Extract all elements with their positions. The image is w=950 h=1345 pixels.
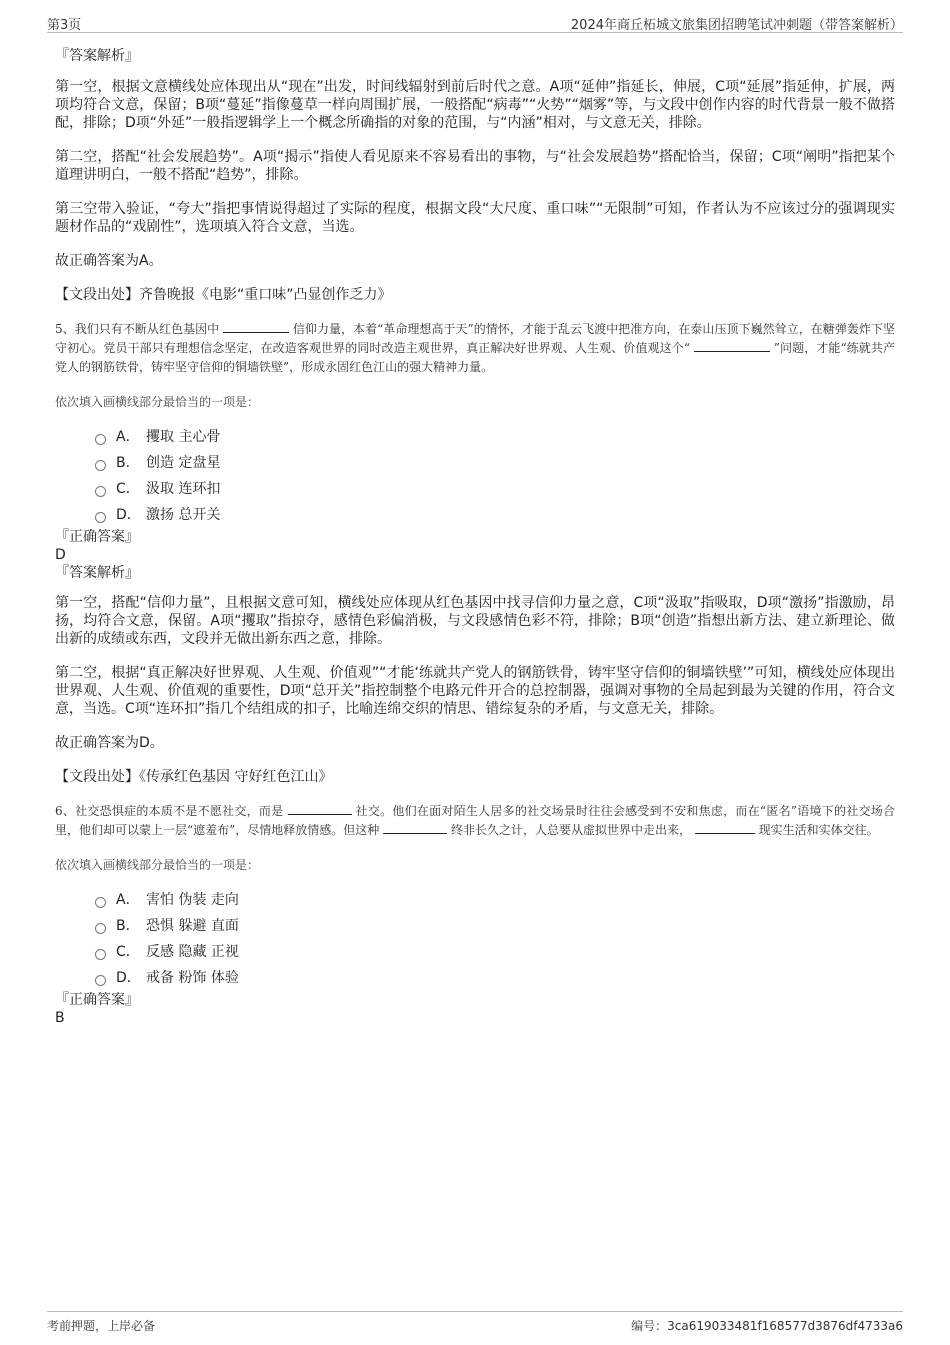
question-6-text-part: 社交。他们在面对陌生人居多的社交场景时往往会感受到不安和焦虑，而在“匿名”语境下的社交场合里，他们却可以蒙上一层“遮羞布”，尽情地释放情感。但这种 [55,804,895,837]
analysis-paragraph-2: 第二空，搭配“社会发展趋势”。A项“揭示”指使人看见原来不容易看出的事物，与“社会发展趋势”搭配恰当，保留；C项“阐明”指把某个道理讲明白，一般不搭配“趋势”，排除。 [55,149,895,183]
fill-blank [694,339,770,352]
option-letter: B． [116,455,140,471]
radio-icon[interactable] [95,949,106,960]
option-text: 反感 隐藏 正视 [146,944,239,960]
question-5-text [55,320,895,377]
answer-conclusion: 故正确答案为D。 [55,735,164,751]
option-b[interactable] [95,450,895,476]
source-citation: 【文段出处】齐鲁晚报《电影“重口味”凸显创作乏力》 [55,287,392,303]
fill-blank [223,320,289,333]
option-letter: A． [116,429,140,445]
answer-conclusion: 故正确答案为A。 [55,253,163,269]
correct-answer-label: 『正确答案』 [55,529,139,545]
document-body [55,46,895,1027]
option-text: 汲取 连环扣 [146,481,221,497]
option-text: 创造 定盘星 [146,455,221,471]
correct-answer: D [55,547,66,563]
option-d[interactable] [95,502,895,528]
option-text: 戒备 粉饰 体验 [146,970,239,986]
option-letter: D． [116,507,141,523]
radio-icon[interactable] [95,486,106,497]
correct-answer: B [55,1010,65,1026]
analysis-label: 『答案解析』 [55,565,139,581]
option-text: 害怕 伪装 走向 [146,892,239,908]
analysis-paragraph-3: 第三空带入验证，“夸大”指把事情说得超过了实际的程度，根据文段“大尺度、重口味”“无限制”可知，作者认为不应该过分的强调现实题材作品的“戏剧性”，选项填入符合文意，当选。 [55,201,895,235]
question-5-prompt: 依次填入画横线部分最恰当的一项是： [55,395,260,409]
document-code-label: 编号： [631,1319,668,1333]
option-letter: B． [116,918,140,934]
option-b[interactable] [95,913,895,939]
question-6-options [95,887,895,991]
question-6-prompt: 依次填入画横线部分最恰当的一项是： [55,858,260,872]
question-6-text-part: 6、社交恐惧症的本质不是不愿社交，而是 [55,804,284,818]
page-header [47,12,903,33]
footer-slogan: 考前押题，上岸必备 [47,1319,156,1333]
question-5-text-part: 5、我们只有不断从红色基因中 [55,322,220,336]
analysis-paragraph-1: 第一空，搭配“信仰力量”，且根据文意可知，横线处应体现从红色基因中找寻信仰力量之意，C项“汲取”指吸取，D项“激扬”指激励，昂扬，均符合文意，保留。A项“攫取”指掠夺，感情色彩偏消极，与文段感情色彩不符，排除；B项“创造”指想出新方法、建立新理论、做出新的成绩或东西，文段并无做出新东西之意，排除。 [55,595,895,647]
source-citation: 【文段出处】《传承红色基因 守好红色江山》 [55,769,333,785]
option-d[interactable] [95,965,895,991]
option-letter: D． [116,970,141,986]
document-code-value: 3ca619033481f168577d3876df4733a6 [667,1319,903,1333]
fill-blank [288,802,352,815]
radio-icon[interactable] [95,897,106,908]
option-text: 攫取 主心骨 [146,429,221,445]
option-c[interactable] [95,939,895,965]
radio-icon[interactable] [95,434,106,445]
question-5-options [95,424,895,528]
radio-icon[interactable] [95,460,106,471]
option-c[interactable] [95,476,895,502]
radio-icon[interactable] [95,923,106,934]
radio-icon[interactable] [95,975,106,986]
analysis-paragraph-1: 第一空，根据文意横线处应体现出从“现在”出发，时间线辐射到前后时代之意。A项“延伸”指延长，伸展，C项“延展”指延伸，扩展，两项均符合文意，保留；B项“蔓延”指像蔓草一样向周围扩展，一般搭配“病毒”“火势”“烟雾”等，与文段中创作内容的时代背景一般不做搭配，排除；D项“外延”一般指逻辑学上一个概念所确指的对象的范围，与“内涵”相对，与文意无关，排除。 [55,79,895,131]
radio-icon[interactable] [95,512,106,523]
question-6-text-part: 终非长久之计，人总要从虚拟世界中走出来， [450,823,691,837]
option-text: 恐惧 躲避 直面 [146,918,239,934]
option-text: 激扬 总开关 [146,507,221,523]
question-5-text-part: 信仰力量，本着“革命理想高于天”的情怀，才能于乱云飞渡中把准方向，在泰山压顶下巍然耸立，在糖弹轰炸下坚守初心。党员干部只有理想信念坚定，在改造客观世界的同时改造主观世界，真正解决好世界观、人生观、价值观这个“ [55,322,895,355]
document-title: 2024年商丘柘城文旅集团招聘笔试冲刺题（带答案解析） [570,18,903,33]
analysis-label: 『答案解析』 [55,48,139,64]
option-a[interactable] [95,887,895,913]
document-code [631,1317,903,1334]
option-letter: A． [116,892,140,908]
fill-blank [383,821,447,834]
page-footer [47,1311,903,1336]
option-letter: C． [116,481,140,497]
page-number: 第3页 [47,18,82,33]
correct-answer-label: 『正确答案』 [55,992,139,1008]
option-letter: C． [116,944,140,960]
question-6-text-part: 现实生活和实体交往。 [758,823,879,837]
option-a[interactable] [95,424,895,450]
analysis-paragraph-2: 第二空，根据“真正解决好世界观、人生观、价值观”“才能‘练就共产党人的钢筋铁骨，铸牢坚守信仰的铜墙铁壁’”可知，横线处应体现出世界观、人生观、价值观的重要性，D项“总开关”指控制整个电路元件开合的总控制器，强调对事物的全局起到最为关键的作用，符合文意，当选。C项“连环扣”指几个结组成的扣子，比喻连绵交织的情思、错综复杂的矛盾，与文意无关，排除。 [55,665,895,717]
question-6-text [55,802,895,840]
question-5-text-part: ”问题，才能“练就共产党人的钢筋铁骨，铸牢坚守信仰的铜墙铁壁”，形成永固红色江山的强大精神力量。 [55,341,895,374]
fill-blank [695,821,755,834]
